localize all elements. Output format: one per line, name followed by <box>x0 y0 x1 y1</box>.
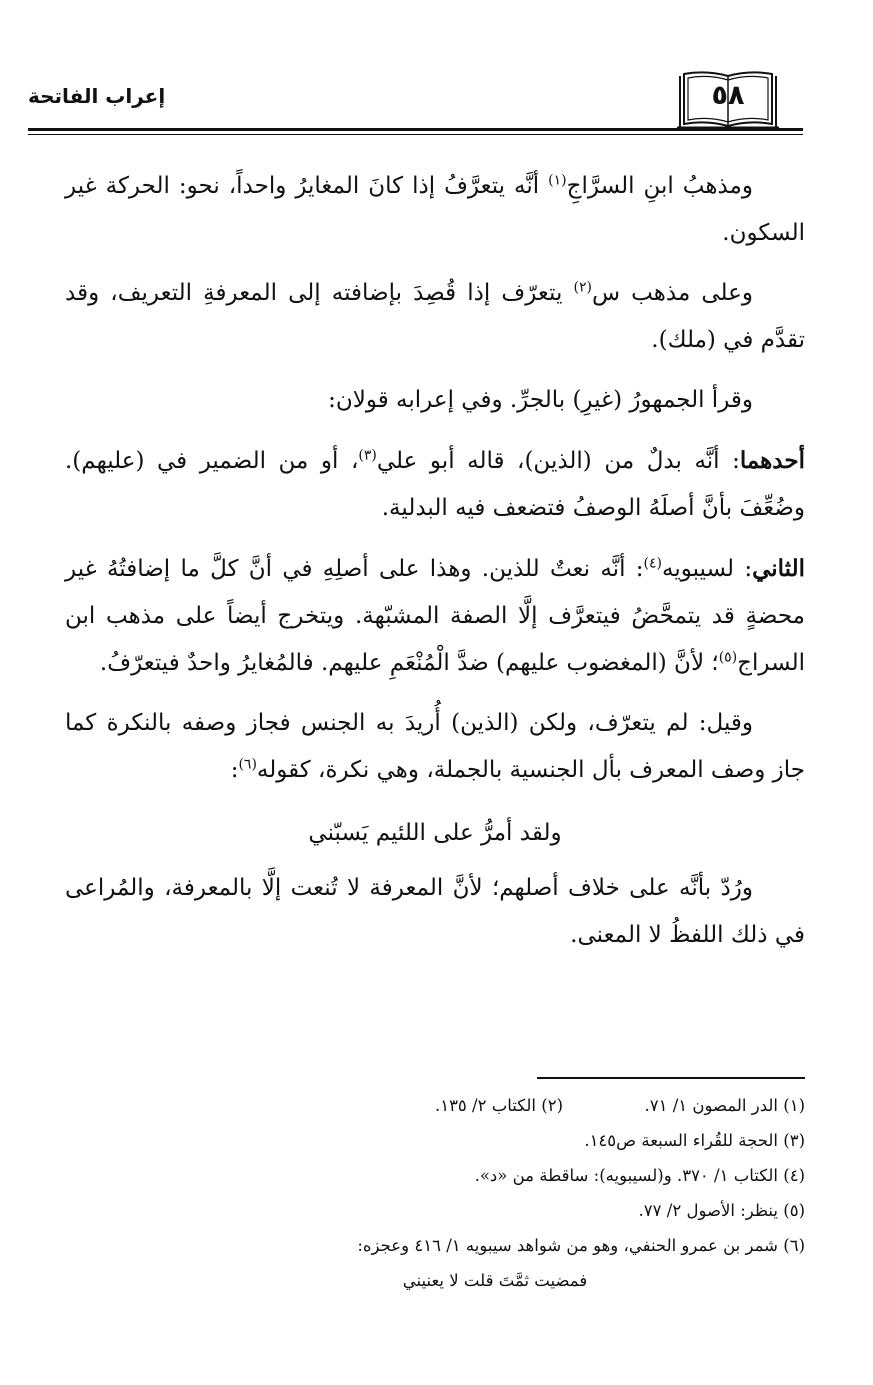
paragraph-text: : لسيبويه <box>662 556 753 582</box>
paragraph-text: : أنَّه نعتٌ للذين. وهذا على أصلِهِ في أنَّ كلَّ ما إضافتُهُ غير محضةٍ قد يتمحَّضُ فيتعرَّف إلَّا الصفة المشبّهة. ويتخرج أيضاً على مذهب ابن السراج <box>65 556 805 676</box>
running-header <box>28 68 803 138</box>
paragraph-text: وعلى مذهب س <box>591 280 754 306</box>
footnote-5: (٥) ينظر: الأصول ٢/ ٧٧. <box>638 1201 805 1220</box>
page-number: ٥٨ <box>711 80 745 111</box>
footnote-ref-6: (٦) <box>238 756 257 773</box>
opinion-label-second: الثاني <box>752 555 805 582</box>
paragraph-reading <box>65 377 805 424</box>
header-rule-thin <box>28 134 803 135</box>
paragraph-ibn-sarraj <box>65 163 805 257</box>
paragraph-text: ومذهبُ ابنِ السرَّاجِ <box>566 173 753 199</box>
opinion-label-first: أحدهما <box>739 447 805 474</box>
paragraph-third-opinion <box>65 700 805 794</box>
main-text <box>65 163 805 972</box>
footnote-ref-4: (٤) <box>643 555 662 572</box>
footnote-ref-5: (٥) <box>718 649 738 666</box>
footnote-2: (٢) الكتاب ٢/ ١٣٥. <box>434 1096 563 1115</box>
footnote-4: (٤) الكتاب ١/ ٣٧٠. و(لسيبويه): ساقطة من «د». <box>474 1166 805 1185</box>
paragraph-text: : <box>230 757 239 783</box>
paragraph-second-opinion <box>65 545 805 687</box>
paragraph-text: ، أو من الضمير في (عليهم). وضُعِّفَ بأنَّ أصلَهُ الوصفُ فتضعف فيه البدلية. <box>65 448 805 521</box>
paragraph-text: : أنَّه بدلٌ من (الذين)، قاله أبو علي <box>376 448 740 474</box>
header-rule-thick <box>28 128 803 131</box>
footnote-3: (٣) الحجة للقُراء السبعة ص١٤٥. <box>584 1131 805 1150</box>
paragraph-text: يتعرّف إذا قُصِدَ بإضافته إلى المعرفةِ التعريف، وقد تقدَّم في (ملك). <box>65 280 805 353</box>
footnotes <box>180 1088 805 1298</box>
footnote-6: (٦) شمر بن عمرو الحنفي، وهو من شواهد سيبويه ١/ ٤١٦ وعجزه: <box>357 1236 805 1255</box>
footnote-ref-1: (١) <box>548 172 567 189</box>
footnote-separator <box>537 1077 805 1079</box>
footnote-ref-2: (٢) <box>573 279 592 296</box>
paragraph-text: وقيل: لم يتعرّف، ولكن (الذين) أُريدَ به الجنس فجاز وصفه بالنكرة كما جاز وصف المعرف بأل الجنسية بالجملة، وهي نكرة، كقوله <box>65 710 805 783</box>
paragraph-text: وقرأ الجمهورُ (غيرِ) بالجرِّ. وفي إعرابه قولان: <box>328 387 753 413</box>
page-number-badge <box>676 68 780 130</box>
running-title: إعراب الفاتحة <box>28 84 166 108</box>
footnote-1: (١) الدر المصون ١/ ٧١. <box>644 1096 805 1115</box>
footnote-6-verse: فمضيت ثمَّتَ قلت لا يعنيني <box>402 1271 588 1290</box>
paragraph-rebuttal <box>65 865 805 959</box>
paragraph-text: ؛ لأنَّ (المغضوب عليهم) ضدَّ الْمُنْعَمِ عليهم. فالمُغايرُ واحدٌ فيتعرّفُ. <box>99 650 719 676</box>
poetry-verse: ولقد أمرُّ على اللئيم يَسبّني <box>308 820 562 846</box>
paragraph-text: أنَّه يتعرَّفُ إذا كانَ المغايرُ واحداً، نحو: الحركة غير السكون. <box>65 173 805 246</box>
paragraph-text: ورُدّ بأنَّه على خلاف أصلهم؛ لأنَّ المعرفة لا تُنعت إلَّا بالمعرفة، والمُراعى في ذلك اللفظُ لا المعنى. <box>65 875 805 948</box>
footnote-row <box>180 1088 805 1123</box>
paragraph-sibawayh-view <box>65 270 805 364</box>
paragraph-first-opinion <box>65 437 805 532</box>
footnote-ref-3: (٣) <box>358 447 377 464</box>
